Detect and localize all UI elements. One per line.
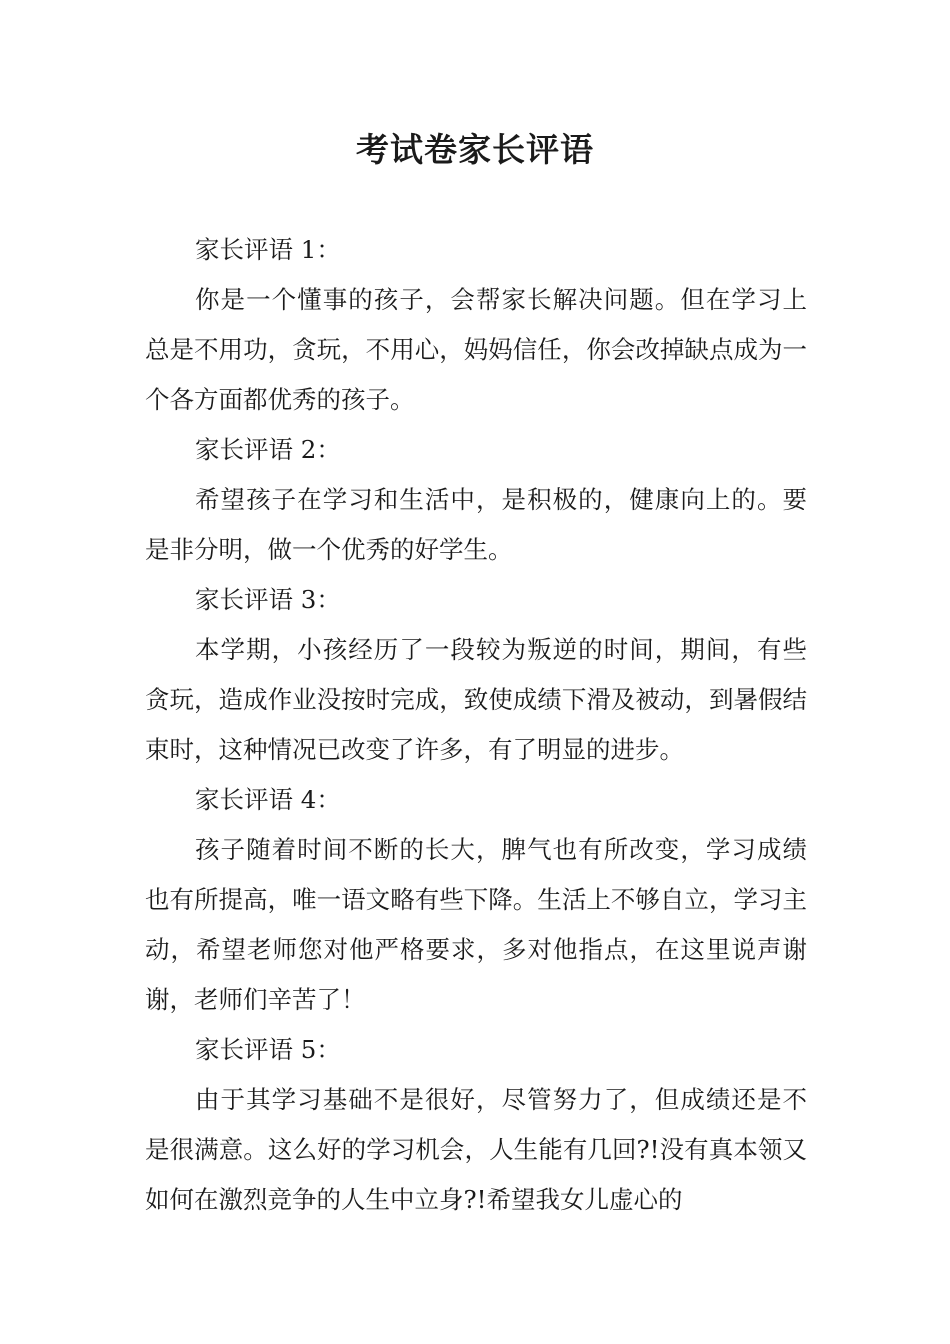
section-heading-1: 家长评语 1： — [195, 235, 341, 264]
section-heading-2: 家长评语 2： — [195, 435, 341, 464]
section-body-5: 由于其学习基础不是很好，尽管努力了，但成绩还是不是很满意。这么好的学习机会，人生能有几回?!没有真本领又如何在激烈竞争的人生中立身?!希望我女儿虚心的 — [145, 1085, 807, 1214]
section-body-1: 你是一个懂事的孩子，会帮家长解决问题。但在学习上总是不用功，贪玩，不用心，妈妈信任，你会改掉缺点成为一个各方面都优秀的孩子。 — [145, 285, 807, 414]
section-heading-3: 家长评语 3： — [195, 585, 341, 614]
document-title: 考试卷家长评语 — [356, 130, 594, 169]
section-body-2: 希望孩子在学习和生活中，是积极的，健康向上的。要是非分明，做一个优秀的好学生。 — [145, 485, 807, 564]
section-body-3: 本学期，小孩经历了一段较为叛逆的时间，期间，有些贪玩，造成作业没按时完成，致使成绩下滑及被动，到暑假结束时，这种情况已改变了许多，有了明显的进步。 — [145, 635, 807, 764]
section-heading-4: 家长评语 4： — [195, 785, 341, 814]
section-body-4: 孩子随着时间不断的长大，脾气也有所改变，学习成绩也有所提高，唯一语文略有些下降。生活上不够自立，学习主动，希望老师您对他严格要求，多对他指点，在这里说声谢谢，老师们辛苦了！ — [145, 835, 807, 1014]
document-body — [145, 225, 807, 1225]
section-heading-5: 家长评语 5： — [195, 1035, 341, 1064]
